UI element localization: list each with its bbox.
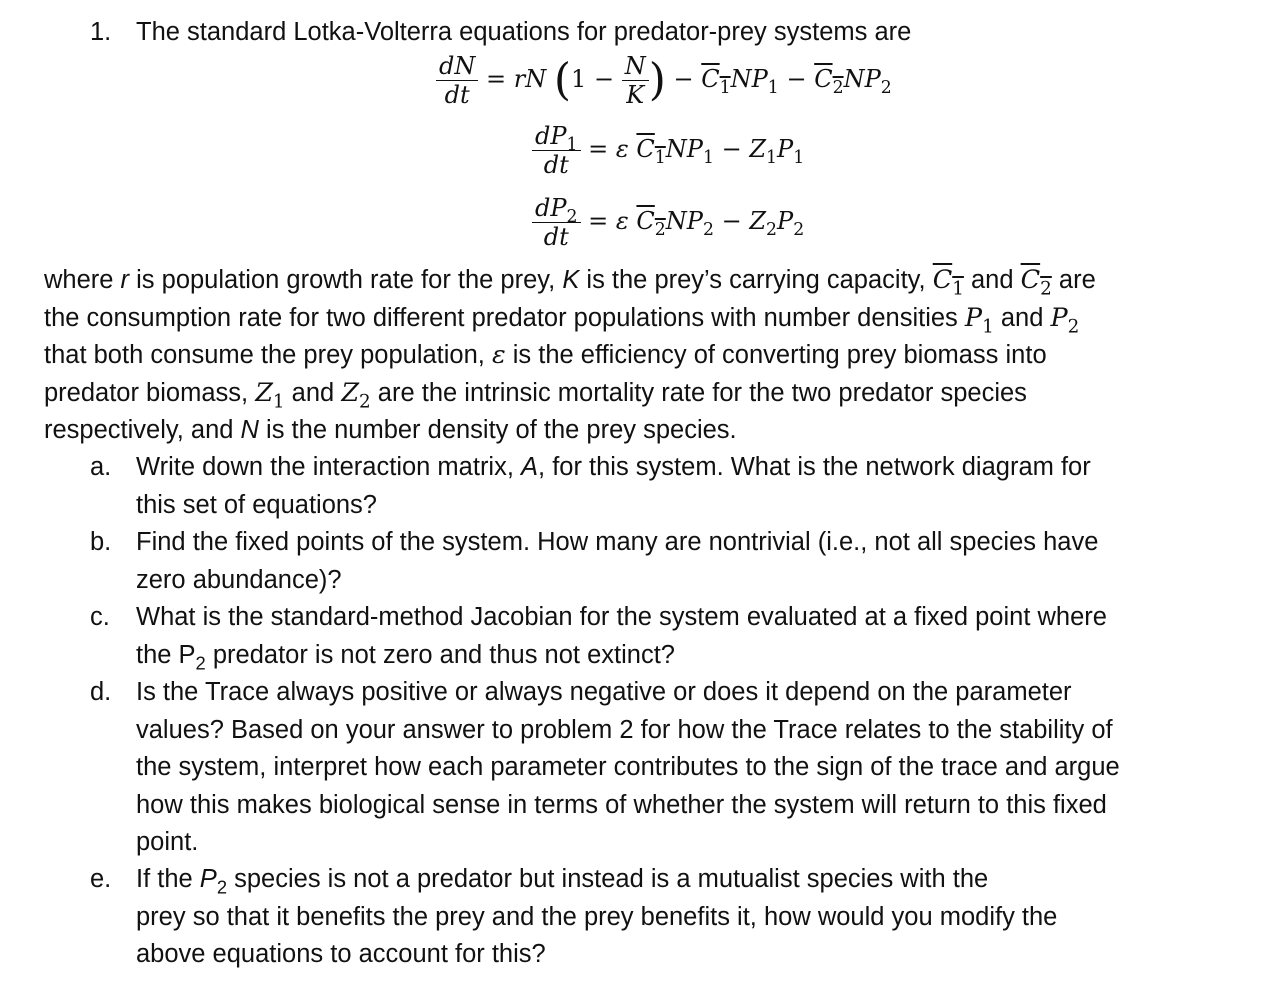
description-paragraph: [44, 262, 1096, 450]
eq1-numerator: dN: [436, 52, 478, 81]
eq1-c2-bar: $C_2$: [814, 65, 844, 99]
description-line-2: the consumption rate for two different predator populations with number densities $P_1$ and $P_2$: [44, 302, 1080, 337]
desc-c1-bar: $C_1$: [932, 265, 964, 300]
part-e-label: e.: [90, 865, 112, 893]
fraction-n-k: [622, 52, 649, 109]
eq1-inner-numerator: N: [622, 52, 649, 81]
eq2-numerator: $dP_1$: [532, 122, 581, 151]
eq3-np-sub: 2: [702, 220, 714, 241]
part-d-question: Is the Trace always positive or always negative or does it depend on the parameter values? Based on your answer to problem 2 for how the Trace relates to the stability of the system, interpret how each parameter contributes to the sign of the trace and argue how this makes biological sense in terms of whether the system will return to this fixed point.: [136, 678, 1120, 856]
eq2-minus: −: [721, 135, 742, 163]
eq3-minus: −: [721, 207, 742, 235]
eq3-eps: = ε: [588, 207, 629, 235]
eq3-denominator: dt: [543, 223, 569, 251]
eq1-minus-a: −: [673, 65, 694, 93]
part-c-question: What is the standard-method Jacobian for the system evaluated at a fixed point where the $P_2$ predator is not zero and thus not extinct?: [136, 603, 1107, 673]
eq1-close-paren: ): [648, 54, 666, 106]
description-line-4: predator biomass, $Z_1$ and $Z_2$ are the intrinsic mortality rate for the two predator species: [44, 377, 1027, 412]
eq2-np-sub: 1: [702, 148, 714, 169]
description-line-3: that both consume the prey population, ε is the efficiency of converting prey biomass into: [44, 340, 1047, 370]
eq2-z-sub: 1: [766, 148, 778, 169]
eq3-numerator: $dP_2$: [532, 194, 581, 223]
eq1-rhs-rn: = rN: [486, 65, 547, 93]
eq1-np1: NP: [730, 65, 768, 93]
part-b-question: Find the fixed points of the system. How many are nontrivial (i.e., not all species have zero abundance)?: [136, 528, 1099, 594]
eq1-c1-bar: $C_1$: [701, 65, 731, 99]
description-line-1: where r is population growth rate for the prey, K is the prey’s carrying capacity, $C_1$ and $C_2$ are: [44, 265, 1096, 300]
eq1-denominator: dt: [444, 81, 470, 109]
equation-dp2-dt: [532, 194, 804, 251]
description-line-5: respectively, and N is the number density of the prey species.: [44, 416, 737, 444]
eq3-p: P: [777, 207, 794, 235]
eq3-p-sub: 2: [793, 220, 805, 241]
eq3-np: NP: [665, 207, 703, 235]
eq2-denominator: dt: [543, 151, 569, 179]
eq1-np2: NP: [843, 65, 881, 93]
fraction-dn-dt: [436, 52, 478, 109]
desc-c2-bar: $C_2$: [1020, 265, 1052, 300]
eq2-z: Z: [749, 135, 767, 163]
eq2-np: NP: [665, 135, 703, 163]
eq1-one-minus: 1 −: [571, 65, 615, 93]
eq3-z-sub: 2: [766, 220, 778, 241]
part-c-label: c.: [90, 603, 110, 631]
fraction-dp1-dt: [532, 122, 581, 179]
part-a-label: a.: [90, 453, 112, 481]
eq2-p: P: [777, 135, 794, 163]
eq1-minus-b: −: [786, 65, 807, 93]
part-e-question: If the $P_2$ species is not a predator but instead is a mutualist species with the prey so that it benefits the prey and the prey benefits it, how would you modify the above equations to account for this?: [136, 865, 1058, 968]
eq1-np2-sub: 2: [880, 78, 892, 99]
eq1-np1-sub: 1: [767, 78, 779, 99]
eq1-inner-denominator: K: [626, 81, 645, 109]
equation-dn-dt: [436, 52, 892, 109]
eq2-eps: = ε: [588, 135, 629, 163]
fraction-dp2-dt: [532, 194, 581, 251]
eq3-c2-bar: $C_2$: [636, 207, 666, 241]
part-a-question: Write down the interaction matrix, A, for this system. What is the network diagram for this set of equations?: [136, 453, 1091, 519]
eq2-c1-bar: $C_1$: [636, 135, 666, 169]
part-b-label: b.: [90, 528, 112, 556]
eq1-open-paren: (: [553, 54, 572, 106]
part-d-label: d.: [90, 678, 112, 706]
problem-number: 1.: [90, 18, 112, 46]
eq2-p-sub: 1: [793, 148, 805, 169]
eq3-z: Z: [749, 207, 767, 235]
equation-dp1-dt: [532, 122, 804, 179]
problem-intro: The standard Lotka-Volterra equations for predator-prey systems are: [136, 18, 912, 46]
